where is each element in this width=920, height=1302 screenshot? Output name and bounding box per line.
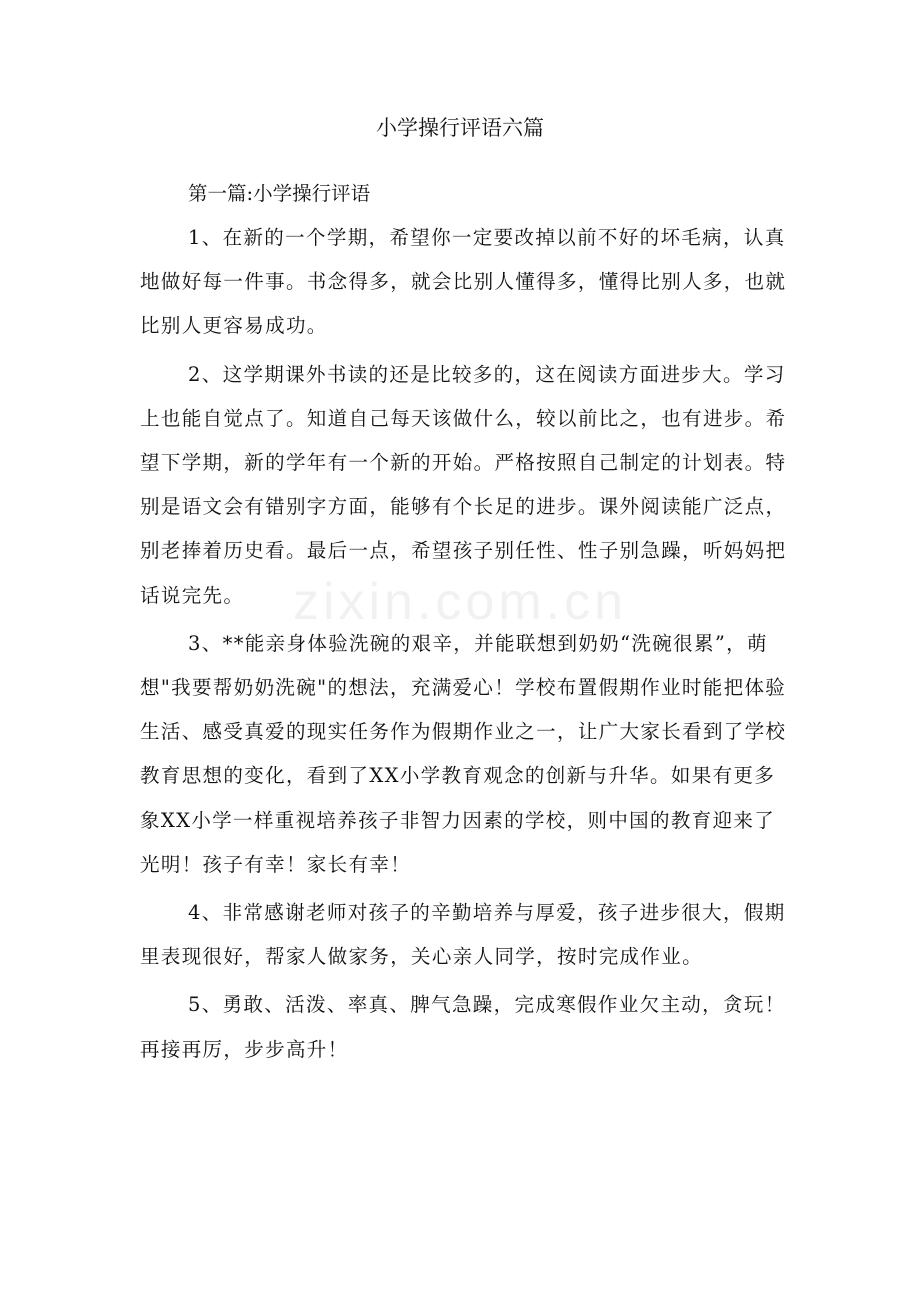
- comment-paragraph-2: 2、这学期课外书读的还是比较多的，这在阅读方面进步大。学习上也能自觉点了。知道自己每天该做什么，较以前比之，也有进步。希望下学期，新的学年有一个新的开始。严格按照自己制定的计划表。特别是语文会有错别字方面，能够有个长足的进步。课外阅读能广泛点，别老捧着历史看。最后一点，希望孩子别任性、性子别急躁，听妈妈把话说完先。: [140, 362, 787, 607]
- document-body: [140, 175, 795, 1072]
- comment-paragraph-1: 1、在新的一个学期，希望你一定要改掉以前不好的坏毛病，认真地做好每一件事。书念得多，就会比别人懂得多，懂得比别人多，也就比别人更容易成功。: [140, 226, 787, 338]
- document-title: 小学操行评语六篇: [376, 116, 544, 140]
- comment-paragraph-3: 3、**能亲身体验洗碗的艰辛，并能联想到奶奶“洗碗很累”，萌想"我要帮奶奶洗碗"的想法，充满爱心！学校布置假期作业时能把体验生活、感受真爱的现实任务作为假期作业之一，让广大家长看到了学校教育思想的变化，看到了XX小学教育观念的创新与升华。如果有更多象XX小学一样重视培养孩子非智力因素的学校，则中国的教育迎来了光明！孩子有幸！家长有幸！: [140, 631, 787, 876]
- section-heading: 第一篇:小学操行评语: [188, 182, 371, 205]
- watermark-text: zixin.com.cn: [292, 573, 628, 631]
- comment-paragraph-5: 5、勇敢、活泼、率真、脾气急躁，完成寒假作业欠主动，贪玩！再接再厉，步步高升！: [140, 993, 786, 1061]
- comment-paragraph-4: 4、非常感谢老师对孩子的辛勤培养与厚爱，孩子进步很大，假期里表现很好，帮家人做家务，关心亲人同学，按时完成作业。: [140, 901, 786, 969]
